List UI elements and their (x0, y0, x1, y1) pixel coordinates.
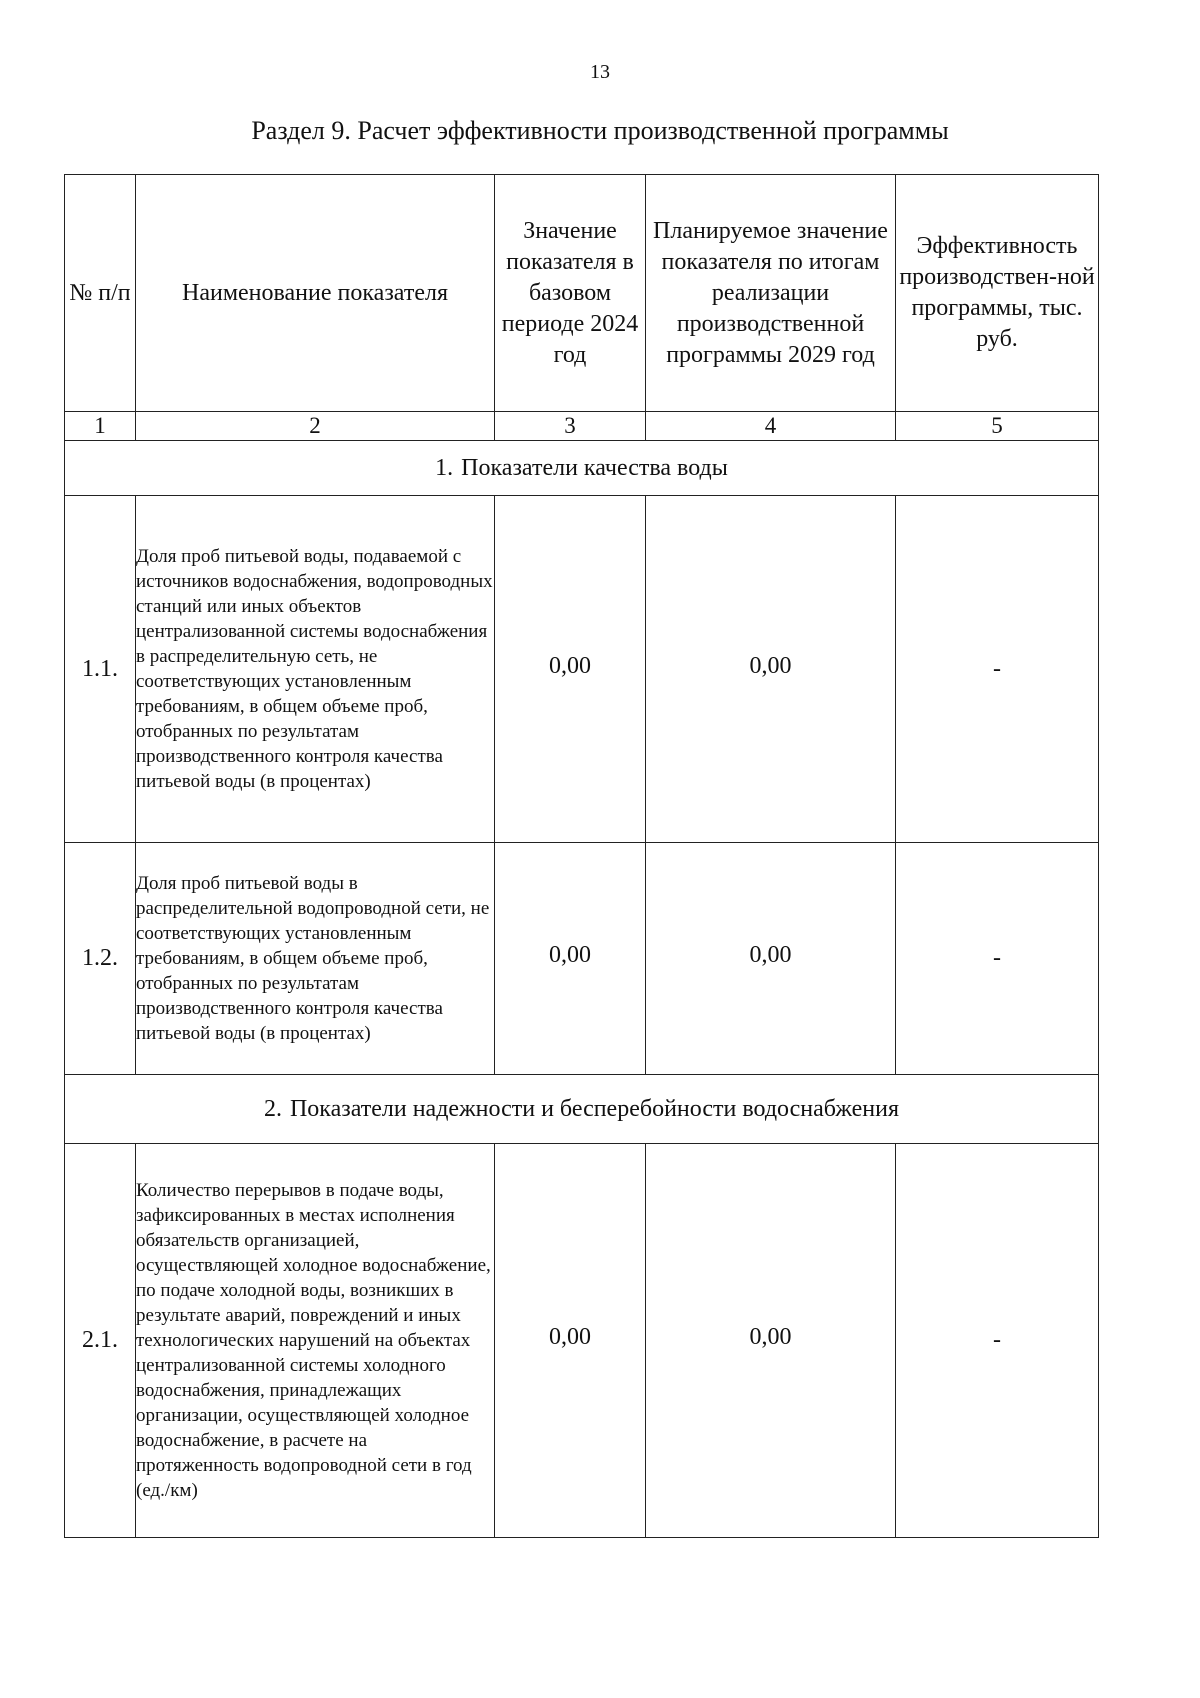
efficiency-table (64, 174, 1099, 1538)
planned-value-text: 0,00 (749, 1324, 792, 1350)
section-title: Раздел 9. Расчет эффективности производственной программы (251, 116, 949, 145)
column-number: 3 (495, 412, 646, 441)
section-header-row (65, 441, 1099, 496)
row-number: 1.1. (65, 496, 136, 843)
base-value (495, 1144, 646, 1538)
header-row (65, 175, 1099, 412)
efficiency-value: - (896, 496, 1099, 843)
section-header-row (65, 1075, 1099, 1144)
section-title-text: Показатели качества воды (461, 455, 728, 481)
planned-value (646, 843, 896, 1075)
row-number: 2.1. (65, 1144, 136, 1538)
header-name: Наименование показателя (136, 175, 495, 412)
header-num: № п/п (65, 175, 136, 412)
section-header (65, 441, 1099, 496)
indicator-name: Количество перерывов в подаче воды, зафиксированных в местах исполнения обязательств организацией, осуществляющей холодное водоснабжение, по подаче холодной воды, возникших в результате аварий, повреждений и иных технологических нарушений на объектах централизованной системы холодного водоснабжения, принадлежащих организации, осуществляющей холодное водоснабжение, в расчете на протяженность водопроводной сети в год (ед./км) (136, 1144, 495, 1538)
planned-value-text: 0,00 (749, 652, 792, 679)
section-title-text: Показатели надежности и бесперебойности водоснабжения (289, 1096, 900, 1122)
efficiency-value: - (896, 843, 1099, 1075)
section-header (65, 1075, 1099, 1144)
column-number: 4 (646, 412, 896, 441)
table-row (65, 843, 1099, 1075)
indicator-name: Доля проб питьевой воды в распределительной водопроводной сети, не соответствующих установленным требованиям, в общем объеме проб, отобранных по результатам производственного контроля качества питьевой воды (в процентах) (136, 843, 495, 1075)
header-efficiency: Эффективность производствен-ной программы, тыс. руб. (896, 175, 1099, 412)
page-number: 13 (590, 61, 610, 83)
header-base-value: Значение показателя в базовом периоде 2024 год (495, 175, 646, 412)
table-row (65, 1144, 1099, 1538)
table-row (65, 496, 1099, 843)
base-value-text: 0,00 (549, 1324, 591, 1350)
header-planned-value: Планируемое значение показателя по итогам реализации производственной программы 2029 год (646, 175, 896, 412)
column-number: 5 (896, 412, 1099, 441)
base-value-text: 0,00 (549, 942, 591, 968)
column-number: 1 (65, 412, 136, 441)
base-value-text: 0,00 (549, 652, 591, 679)
column-number: 2 (136, 412, 495, 441)
column-number-row (65, 412, 1099, 441)
indicator-name: Доля проб питьевой воды, подаваемой с источников водоснабжения, водопроводных станций или иных объектов централизованной системы водоснабжения в распределительную сеть, не соответствующих установленным требованиям, в общем объеме проб, отобранных по результатам производственного контроля качества питьевой воды (в процентах) (136, 496, 495, 843)
row-number: 1.2. (65, 843, 136, 1075)
planned-value-text: 0,00 (749, 942, 792, 968)
planned-value (646, 496, 896, 843)
section-number: 2. (263, 1096, 282, 1122)
base-value (495, 843, 646, 1075)
section-number: 1. (435, 455, 454, 481)
base-value (495, 496, 646, 843)
planned-value (646, 1144, 896, 1538)
efficiency-value: - (896, 1144, 1099, 1538)
